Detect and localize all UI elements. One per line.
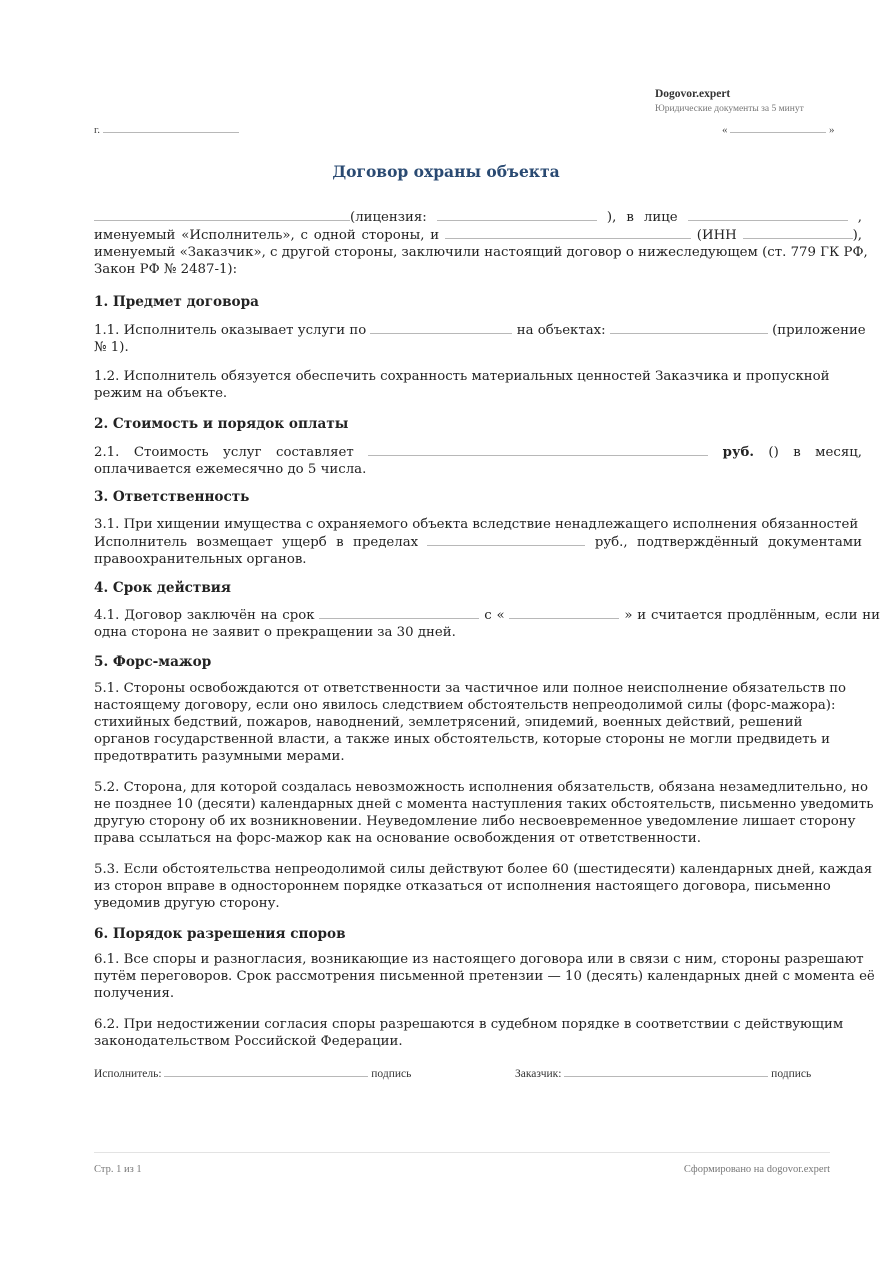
representative-blank [688, 208, 848, 221]
section-1-heading: 1. Предмет договора [94, 294, 259, 310]
damage-limit-blank [427, 533, 585, 546]
executor-name-blank [94, 208, 350, 221]
customer-signature [515, 1064, 811, 1080]
date-line [722, 120, 835, 136]
preamble [94, 208, 868, 278]
footer-divider [94, 1152, 830, 1153]
clause-6-2: 6.2. При недостижении согласия споры разрешаются в судебном порядке в соответствии с действующим законодательством Российской Федерации. [94, 1017, 844, 1049]
brand-tagline: Юридические документы за 5 минут [655, 104, 804, 114]
executor-sign-caption: подпись [371, 1068, 412, 1080]
preamble-line-4: Закон РФ № 2487-1): [94, 262, 238, 277]
date-blank [730, 120, 826, 133]
section-4-heading: 4. Срок действия [94, 580, 231, 596]
service-type-blank [370, 321, 512, 334]
clause-5-2: 5.2. Сторона, для которой создалась невозможность исполнения обязательств, обязана незамедлительно, но не позднее 10 (десяти) календарных дней с момента наступления таких обстоятельств, письменно уведомить другую сторону об их возникновении. Неуведомление либо несвоевременное уведомление лишает сторону права ссылаться на форс-мажор как на основание освобождения от ответственности. [94, 780, 874, 846]
date-close-quote: » [829, 124, 835, 136]
clause-4-1: 4.1. Договор заключён на срок с « » и считается продлённым, если ни одна сторона не заявит о прекращении за 30 дней. [94, 608, 880, 640]
section-5-heading: 5. Форс-мажор [94, 654, 212, 670]
clause-2-1: 2.1. Стоимость услуг составляет руб. () в месяц, оплачивается ежемесячно до 5 числа. [94, 445, 862, 477]
page-number: Стр. 1 из 1 [94, 1164, 142, 1175]
clause-6-1: 6.1. Все споры и разногласия, возникающие из настоящего договора или в связи с ним, стороны разрешают путём переговоров. Срок рассмотрения письменной претензии — 10 (десять) календарных дней с момента её получения. [94, 952, 875, 1001]
document-title: Договор охраны объекта [332, 162, 560, 181]
city-label: г. [94, 124, 101, 136]
clause-1-1: 1.1. Исполнитель оказывает услуги по на объектах: (приложение № 1). [94, 323, 866, 355]
city-blank [103, 120, 239, 133]
executor-signature [94, 1064, 411, 1080]
section-2-heading: 2. Стоимость и порядок оплаты [94, 416, 349, 432]
clause-5-1: 5.1. Стороны освобождаются от ответственности за частичное или полное неисполнение обязательств по настоящему договору, если оно явилось следствием обстоятельств непреодолимой силы (форс-мажора): стихийных бедствий, пожаров, наводнений, землетрясений, эпидемий, военных действий, решений органов государственной власти, а также иных обстоятельств, которые стороны не могли предвидеть и предотвратить разумными мерами. [94, 681, 847, 764]
price-blank [368, 443, 708, 456]
section-3-heading: 3. Ответственность [94, 489, 250, 505]
inn-blank [743, 226, 853, 239]
clause-5-3: 5.3. Если обстоятельства непреодолимой силы действуют более 60 (шестидесяти) календарных дней, каждая из сторон вправе в одностороннем порядке отказаться от исполнения настоящего договора, письменно уведомив другую сторону. [94, 862, 873, 911]
start-date-blank [509, 606, 619, 619]
customer-name-blank [445, 226, 691, 239]
clause-1-2: 1.2. Исполнитель обязуется обеспечить сохранность материальных ценностей Заказчика и пропускной режим на объекте. [94, 369, 830, 401]
preamble-line-2: именуемый «Исполнитель», с одной стороны, и (ИНН ), [94, 228, 862, 243]
license-blank [437, 208, 597, 221]
date-open-quote: « [722, 124, 728, 136]
preamble-line-3: именуемый «Заказчик», с другой стороны, заключили настоящий договор о нижеследующем (ст. 779 ГК РФ, [94, 245, 868, 260]
generated-by: Сформировано на dogovor.expert [683, 1164, 830, 1175]
preamble-line-1: (лицензия: ), в лице , [94, 208, 862, 226]
term-blank [319, 606, 479, 619]
executor-signature-blank [164, 1064, 368, 1077]
customer-signature-blank [564, 1064, 768, 1077]
objects-blank [610, 321, 768, 334]
city-line [94, 120, 239, 136]
customer-signature-label: Заказчик: [515, 1068, 562, 1080]
brand-block [655, 88, 804, 114]
executor-signature-label: Исполнитель: [94, 1068, 162, 1080]
brand-name: Dogovor.expert [655, 88, 731, 100]
customer-sign-caption: подпись [771, 1068, 812, 1080]
section-6-heading: 6. Порядок разрешения споров [94, 926, 346, 942]
clause-3-1: 3.1. При хищении имущества с охраняемого объекта вследствие ненадлежащего исполнения обязанностей Исполнитель возмещает ущерб в пределах руб., подтверждённый документами правоохранительных органов. [94, 517, 862, 567]
